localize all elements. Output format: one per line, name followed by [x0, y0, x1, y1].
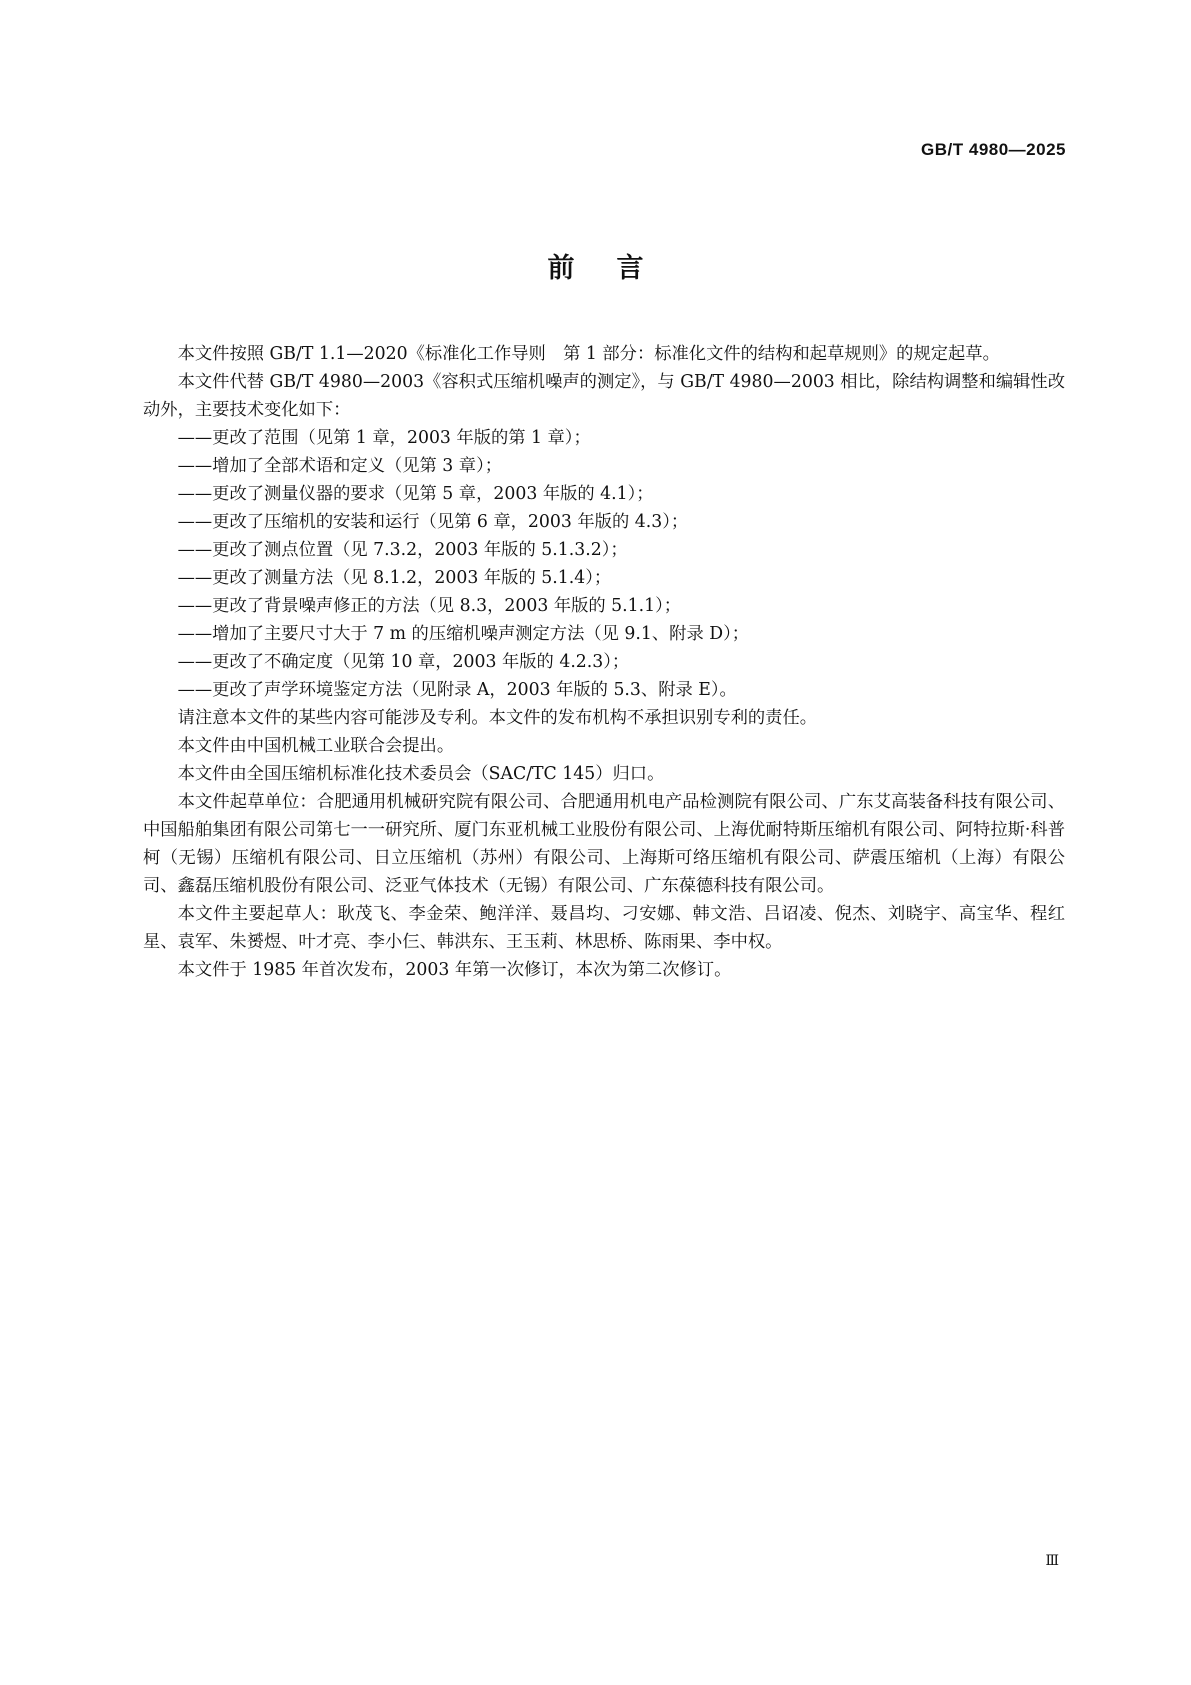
drafters-paragraph: 本文件主要起草人：耿茂飞、李金荣、鲍洋洋、聂昌均、刁安娜、韩文浩、吕诏凌、倪杰、刘晓宇、高宝华、程红星、袁军、朱赟煜、叶才亮、李小仨、韩洪东、王玉莉、林思桥、陈雨果、李中权。 [143, 904, 1065, 952]
patent-notice-paragraph: 请注意本文件的某些内容可能涉及专利。本文件的发布机构不承担识别专利的责任。 [177, 708, 818, 728]
page-number: Ⅲ [1045, 1553, 1059, 1569]
drafting-units-paragraph: 本文件起草单位：合肥通用机械研究院有限公司、合肥通用机电产品检测院有限公司、广东艾高装备科技有限公司、中国船舶集团有限公司第七一一研究所、厦门东亚机械工业股份有限公司、上海优耐特斯压缩机有限公司、阿特拉斯·科普柯（无锡）压缩机有限公司、日立压缩机（苏州）有限公司、上海斯可络压缩机有限公司、萨震压缩机（上海）有限公司、鑫磊压缩机股份有限公司、泛亚气体技术（无锡）有限公司、广东葆德科技有限公司。 [143, 792, 1065, 896]
history-paragraph: 本文件于 1985 年首次发布，2003 年第一次修订，本次为第二次修订。 [177, 960, 732, 980]
drafting-basis-paragraph: 本文件按照 GB/T 1.1—2020《标准化工作导则 第 1 部分：标准化文件的结构和起草规则》的规定起草。 [177, 344, 1000, 364]
list-item: ——更改了压缩机的安装和运行（见第 6 章，2003 年版的 4.3）； [177, 512, 689, 532]
list-item: ——增加了全部术语和定义（见第 3 章）； [177, 456, 502, 476]
custodian-paragraph: 本文件由全国压缩机标准化技术委员会（SAC/TC 145）归口。 [177, 764, 665, 784]
list-item: ——更改了背景噪声修正的方法（见 8.3，2003 年版的 5.1.1）； [177, 596, 682, 616]
list-item: ——更改了不确定度（见第 10 章，2003 年版的 4.2.3）； [177, 652, 630, 672]
list-item: ——更改了测点位置（见 7.3.2，2003 年版的 5.1.3.2）； [177, 540, 628, 560]
page-title: 前言 [547, 253, 686, 284]
technical-changes-list [143, 424, 1065, 704]
list-item: ——更改了测量方法（见 8.1.2，2003 年版的 5.1.4）； [177, 568, 612, 588]
proposer-paragraph: 本文件由中国机械工业联合会提出。 [177, 736, 455, 756]
replacement-paragraph: 本文件代替 GB/T 4980—2003《容积式压缩机噪声的测定》，与 GB/T 4980—2003 相比，除结构调整和编辑性改动外，主要技术变化如下： [143, 372, 1065, 420]
foreword-body [143, 340, 1065, 984]
standard-code: GB/T 4980—2025 [921, 140, 1066, 159]
list-item: ——增加了主要尺寸大于 7 m 的压缩机噪声测定方法（见 9.1、附录 D）； [177, 624, 750, 644]
list-item: ——更改了范围（见第 1 章，2003 年版的第 1 章）； [177, 428, 591, 448]
list-item: ——更改了声学环境鉴定方法（见附录 A，2003 年版的 5.3、附录 E）。 [177, 680, 737, 700]
list-item: ——更改了测量仪器的要求（见第 5 章，2003 年版的 4.1）； [177, 484, 654, 504]
